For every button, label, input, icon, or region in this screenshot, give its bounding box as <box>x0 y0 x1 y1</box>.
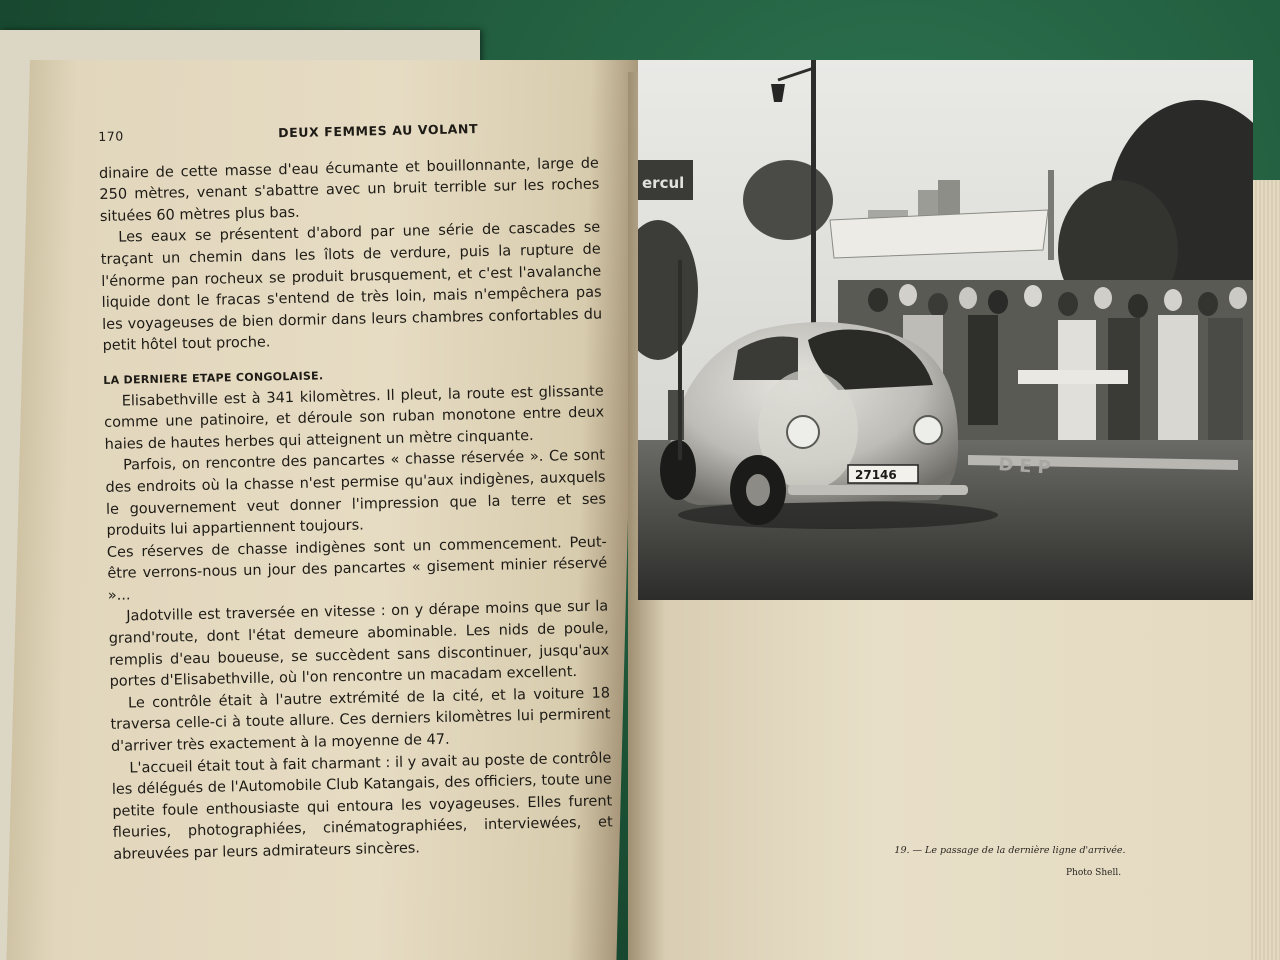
left-page-text <box>98 116 613 867</box>
page-edges <box>1250 180 1280 960</box>
rally-photo <box>638 60 1253 600</box>
paragraph: L'accueil était tout à fait charmant : il y avait au poste de contrôle les délégués de l'Automobile Club Katangais, des officiers, toute une petite foule enthousiaste qui entoura les voyageuses. Elles furent fleuries, photographiées, cinématographiées, interviewées, et abreuvées par leurs admirateurs sincères. <box>111 750 613 863</box>
paragraph: Les eaux se présentent d'abord par une série de cascades se traçant un chemin dans les îlots de verdure, puis la rupture de l'énorme pan rocheux se produit brusquement, et c'est l'avalanche liquide dont le fracas s'entend de très loin, mais n'empêchera pas les voyageuses de bien dormir dans leurs chambres confortables du petit hôtel tout proche. <box>100 219 603 355</box>
paragraph: Jadotville est traversée en vitesse : on y dérape moins que sur la grand'route, dont l'état demeure abominable. Les nids de poule, remplis d'eau boueuse, se succèdent sans discontinuer, jusqu'aux portes d'Elisabethville, où l'on rencontre un macadam excellent. <box>108 598 610 691</box>
section-title: LA DERNIERE ETAPE CONGOLAISE. <box>103 369 324 387</box>
page-number: 170 <box>98 128 125 144</box>
paragraph: Parfois, on rencontre des pancartes « chasse réservée ». Ce sont des endroits où la chasse n'est permise qu'aux indigènes, auxquels le gouvernement veut donner l'impression que la terre et ses produits lui appartiennent toujours. <box>105 447 607 540</box>
photo-credit: Photo Shell. <box>1066 868 1122 878</box>
paragraph: Elisabethville est à 341 kilomètres. Il pleut, la route est glissante comme une patinoire, et déroule son ruban monotone entre deux haies de hautes herbes qui atteignent un mètre cinquante. <box>104 383 605 453</box>
paragraph: dinaire de cette masse d'eau écumante et bouillonnante, large de 250 mètres, venant s'abattre avec un bruit terrible sur les roches situées 60 mètres plus bas. <box>98 155 600 225</box>
paragraph: Le contrôle était à l'autre extrémité de la cité, et la voiture 18 traversa celle-ci à toute allure. Ces derniers kilomètres lui permirent d'arriver très exactement à la moyenne de 47. <box>110 685 611 755</box>
antenna <box>678 260 682 460</box>
rally-photo-image <box>638 60 1253 600</box>
running-title: DEUX FEMMES AU VOLANT <box>278 121 479 141</box>
banner-text: ercul <box>642 174 685 192</box>
license-plate-number: 27146 <box>855 468 897 482</box>
road-marking: DEP <box>997 454 1058 480</box>
photo-caption: 19. — Le passage de la dernière ligne d'arrivée. <box>894 845 1126 856</box>
paragraph: Ces réserves de chasse indigènes sont un commencement. Peut-être verrons-nous un jour des pancartes « gisement minier réservé »... <box>106 534 608 604</box>
table <box>1018 370 1128 384</box>
